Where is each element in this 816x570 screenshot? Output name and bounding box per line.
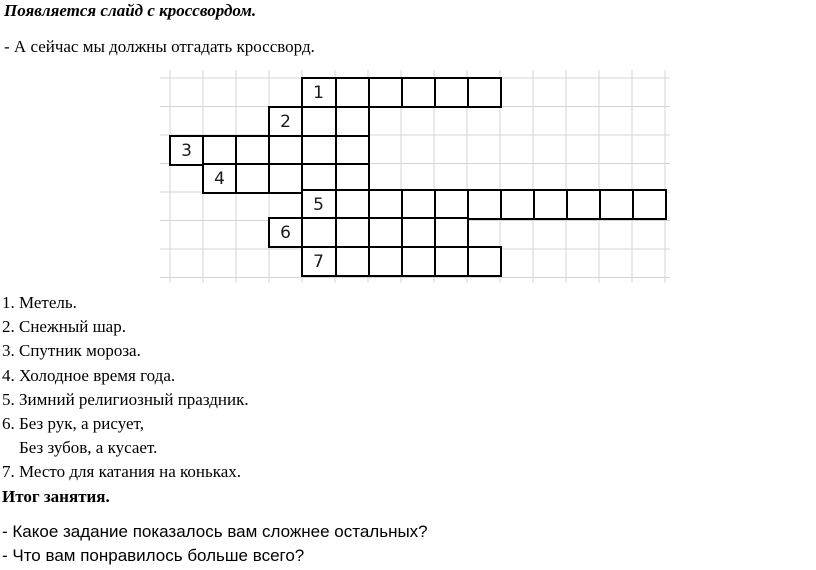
crossword-cell	[336, 78, 369, 107]
crossword-cell	[369, 218, 402, 247]
crossword-number: 3	[181, 141, 192, 161]
crossword-number: 6	[280, 223, 291, 243]
crossword-cell	[336, 164, 369, 193]
clue-list	[2, 291, 249, 485]
crossword-cell	[468, 247, 501, 276]
clue-1: 1. Метель.	[2, 293, 77, 312]
clue-3: 3. Спутник мороза.	[2, 341, 141, 361]
crossword-cell	[302, 136, 336, 165]
clue-5: 5. Зимний религиозный праздник.	[2, 389, 249, 409]
crossword-cell	[435, 78, 468, 107]
crossword-cell	[534, 190, 567, 219]
crossword-cell	[302, 164, 336, 193]
crossword-number: 1	[313, 83, 324, 103]
crossword-cell	[468, 190, 501, 219]
crossword-cell	[402, 78, 435, 107]
crossword-cell	[336, 218, 369, 247]
crossword-cell	[369, 78, 402, 107]
crossword-cell	[336, 247, 369, 276]
crossword-cell	[203, 136, 236, 165]
question-1: - Какое задание показалось вам сложнее остальных?	[2, 522, 428, 541]
question-list	[2, 520, 428, 568]
crossword-number: 4	[214, 169, 225, 189]
clue-4: 4. Холодное время года.	[2, 365, 176, 385]
slide-heading: Появляется слайд с кроссвордом.	[4, 1, 257, 20]
crossword-cell	[567, 190, 600, 219]
crossword-cell	[633, 190, 666, 219]
crossword-cell	[369, 190, 402, 219]
crossword-number: 5	[313, 195, 324, 215]
crossword-cell	[236, 164, 269, 193]
crossword-cells	[170, 78, 666, 276]
crossword-cell	[336, 190, 369, 219]
crossword-number: 2	[280, 112, 291, 132]
crossword-cell	[302, 107, 336, 136]
clue-6-line-2: Без зубов, а кусает.	[19, 438, 158, 458]
crossword-cell	[269, 164, 302, 193]
question-2: - Что вам понравилось больше всего?	[2, 546, 305, 565]
crossword-cell	[402, 190, 435, 219]
crossword-cell	[435, 190, 468, 219]
clue-2: 2. Снежный шар.	[2, 317, 126, 337]
intro-text: - А сейчас мы должны отгадать кроссворд.	[4, 37, 315, 56]
crossword-cell	[435, 247, 468, 276]
crossword-cell	[468, 78, 501, 107]
crossword-cell	[600, 190, 633, 219]
crossword-cell	[402, 247, 435, 276]
clue-6-line-1: 6. Без рук, а рисует,	[2, 414, 144, 434]
crossword-cell	[236, 136, 269, 165]
crossword-number: 7	[313, 252, 324, 272]
crossword-cell	[501, 190, 534, 219]
crossword-cell	[369, 247, 402, 276]
crossword-cell	[435, 218, 468, 247]
crossword-cell	[336, 107, 369, 136]
summary-title: Итог занятия.	[2, 487, 110, 506]
crossword-cell	[402, 218, 435, 247]
crossword-cell	[302, 218, 336, 247]
crossword-cell	[336, 136, 369, 165]
crossword-cell	[269, 136, 302, 165]
clue-7: 7. Место для катания на коньках.	[2, 462, 242, 482]
